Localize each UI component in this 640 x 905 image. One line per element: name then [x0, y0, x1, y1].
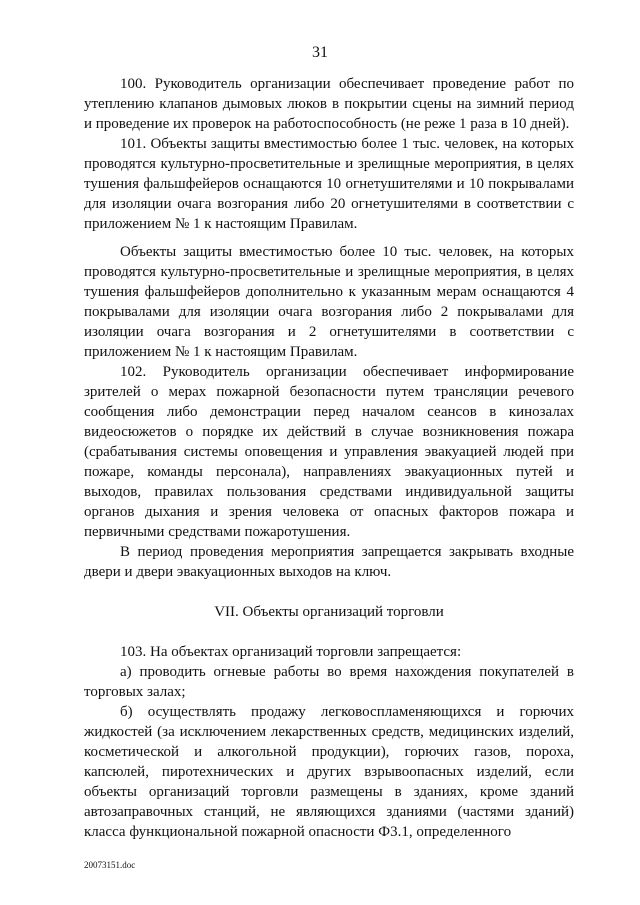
paragraph-103-item-b: б) осуществлять продажу легковоспламеняющихся и горючих жидкостей (за исключением лекарственных средств, медицинских изделий, косметической и алкогольной продукции), горючих газов, пороха, капсюлей, пиротехнических и других взрывоопасных изделий, если объекты организаций торговли размещены в зданиях, кроме зданий автозаправочных станций, не являющихся зданиями (частями зданий) класса функциональной пожарной опасности Ф3.1, определенного	[84, 704, 574, 840]
paragraph-102-continued: В период проведения мероприятия запрещается закрывать входные двери и двери эвакуационных выходов на ключ.	[84, 544, 574, 580]
paragraph-101-continued: Объекты защиты вместимостью более 10 тыс. человек, на которых проводятся культурно-просветительные и зрелищные мероприятия, в целях тушения фальшфейеров дополнительно к указанным мерам оснащаются 4 покрывалами для изоляции очага возгорания либо 2 покрывалами для изоляции очага возгорания и 2 огнетушителями в соответствии с приложением № 1 к настоящим Правилам.	[84, 244, 574, 360]
paragraph-100: 100. Руководитель организации обеспечивает проведение работ по утеплению клапанов дымовых люков в покрытии сцены на зимний период и проведение их проверок на работоспособность (не реже 1 раза в 10 дней).	[84, 76, 574, 132]
paragraph-102: 102. Руководитель организации обеспечивает информирование зрителей о мерах пожарной безопасности путем трансляции речевого сообщения либо демонстрации перед началом сеансов в кинозалах видеосюжетов о порядке их действий в случае возникновения пожара (срабатывания системы оповещения и управления эвакуацией людей при пожаре, команды персонала), направлениях эвакуационных путей и выходов, правилах пользования средствами индивидуальной защиты органов дыхания и зрения человека от опасных факторов пожара и первичными средствами пожаротушения.	[84, 364, 574, 540]
page-number: 31	[312, 44, 328, 61]
paragraph-103: 103. На объектах организаций торговли запрещается:	[120, 644, 462, 660]
footer-filename: 20073151.doc	[84, 860, 136, 870]
paragraph-103-item-a: а) проводить огневые работы во время нахождения покупателей в торговых залах;	[84, 664, 574, 700]
paragraph-101: 101. Объекты защиты вместимостью более 1 тыс. человек, на которых проводятся культурно-просветительные и зрелищные мероприятия, в целях тушения фальшфейеров оснащаются 10 огнетушителями и 10 покрывалами для изоляции очага возгорания либо 20 огнетушителями в соответствии с приложением № 1 к настоящим Правилам.	[84, 136, 574, 232]
document-body	[84, 74, 574, 842]
section-heading: VII. Объекты организаций торговли	[214, 604, 444, 620]
